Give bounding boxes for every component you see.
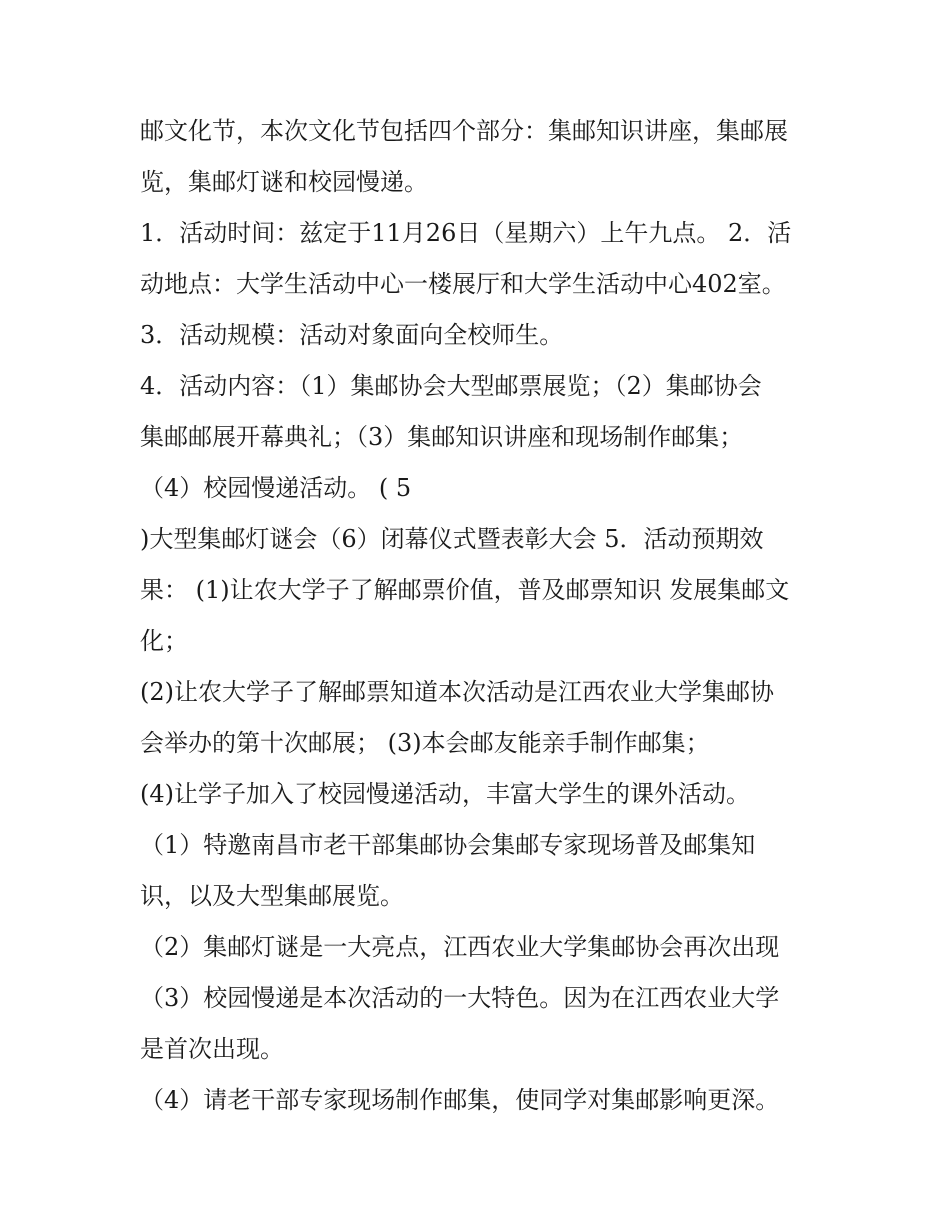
text-line: 化； (140, 627, 188, 655)
body-text (140, 106, 820, 1126)
text-line: （3）校园慢递是本次活动的一大特色。因为在江西农业大学 (140, 984, 780, 1012)
text-line: (2)让农大学子了解邮票知道本次活动是江西农业大学集邮协 (140, 678, 774, 706)
text-line: 1．活动时间：兹定于11月26日（星期六）上午九点。 2．活 (140, 219, 792, 247)
text-line: 果： (1)让农大学子了解邮票价值，普及邮票知识 发展集邮文 (140, 576, 790, 604)
text-line: 会举办的第十次邮展； (3)本会邮友能亲手制作邮集； (140, 729, 710, 757)
text-line: （2）集邮灯谜是一大亮点，江西农业大学集邮协会再次出现 (140, 933, 780, 961)
text-line: )大型集邮灯谜会（6）闭幕仪式暨表彰大会 5．活动预期效 (140, 525, 764, 553)
text-line: （1）特邀南昌市老干部集邮协会集邮专家现场普及邮集知 (140, 831, 756, 859)
text-line: 4．活动内容：（1）集邮协会大型邮票展览；（2）集邮协会 (140, 372, 762, 400)
text-line: 集邮邮展开幕典礼；（3）集邮知识讲座和现场制作邮集； (140, 423, 744, 451)
text-line: （4）请老干部专家现场制作邮集，使同学对集邮影响更深。 (140, 1086, 780, 1114)
text-line: （4）校园慢递活动。 ( 5 (140, 474, 412, 502)
text-line: 识，以及大型集邮展览。 (140, 882, 404, 910)
text-line: 览，集邮灯谜和校园慢递。 (140, 168, 428, 196)
text-line: (4)让学子加入了校园慢递活动，丰富大学生的课外活动。 (140, 780, 750, 808)
text-line: 3．活动规模：活动对象面向全校师生。 (140, 321, 564, 349)
text-line: 动地点：大学生活动中心一楼展厅和大学生活动中心402室。 (140, 270, 786, 298)
text-line: 是首次出现。 (140, 1035, 284, 1063)
text-line: 邮文化节，本次文化节包括四个部分：集邮知识讲座，集邮展 (140, 117, 788, 145)
